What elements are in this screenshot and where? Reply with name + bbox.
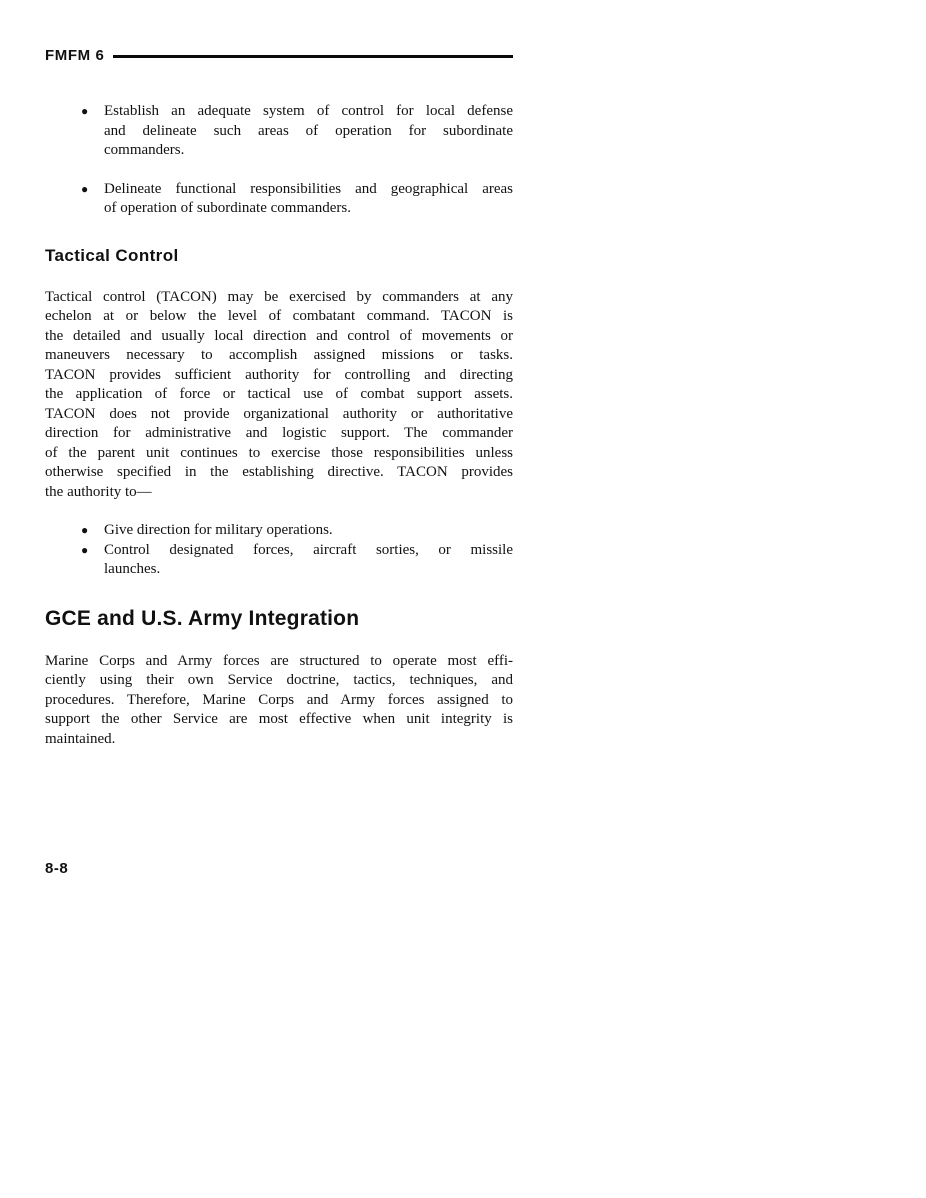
list-item-text <box>104 102 513 161</box>
text-line: direction for administrative and logistic support. The commander <box>45 425 513 441</box>
header-title: FMFM 6 <box>45 47 105 64</box>
list-item <box>45 521 513 541</box>
list-item-text <box>104 541 513 580</box>
list-item <box>45 541 513 580</box>
header-rule-line <box>113 55 513 58</box>
text-line: TACON provides sufficient authority for controlling and directing <box>45 366 513 383</box>
text-line: maintained. <box>45 730 116 747</box>
text-line: the detailed and usually local direction and control of movements or <box>45 327 513 344</box>
text-line: the authority to— <box>45 483 152 500</box>
bullet-list-tacon-authority <box>45 521 513 580</box>
section-heading-gce-army-integration: GCE and U.S. Army Integration <box>45 606 360 630</box>
text-line: and delineate such areas of operation for subordinate <box>104 122 513 139</box>
text-line: otherwise specified in the establishing directive. TACON provides <box>45 464 513 480</box>
text-line: procedures. Therefore, Marine Corps and Army forces assigned to <box>45 691 513 708</box>
bullet-icon: ● <box>81 542 89 557</box>
bullet-list-control-measures <box>45 102 513 219</box>
list-item <box>45 180 513 219</box>
section-heading-tactical-control: Tactical Control <box>45 245 179 265</box>
list-item <box>45 102 513 161</box>
text-line: commanders. <box>104 142 185 158</box>
text-line: TACON does not provide organizational authority or authoritative <box>45 405 513 422</box>
text-line: support the other Service are most effective when unit integrity is <box>45 711 513 727</box>
list-item-text <box>104 521 513 541</box>
text-line: maneuvers necessary to accomplish assigned missions or tasks. <box>45 347 513 363</box>
text-line: ciently using their own Service doctrine, tactics, techniques, and <box>45 672 513 688</box>
page-number: 8-8 <box>45 860 69 877</box>
text-line: Delineate functional responsibilities and geographical areas <box>104 180 513 197</box>
text-line: of operation of subordinate commanders. <box>104 200 352 216</box>
text-line: Marine Corps and Army forces are structured to operate most effi- <box>45 652 513 669</box>
list-item-text <box>104 180 513 219</box>
bullet-icon: ● <box>81 181 89 196</box>
text-line: echelon at or below the level of combatant command. TACON is <box>45 308 513 324</box>
text-line: of the parent unit continues to exercise those responsibilities unless <box>45 444 513 461</box>
paragraph-gce-integration <box>45 652 513 750</box>
text-line: Tactical control (TACON) may be exercised by commanders at any <box>45 288 513 305</box>
text-line: the application of force or tactical use of combat support assets. <box>45 386 513 402</box>
bullet-icon: ● <box>81 104 89 118</box>
paragraph-tacon <box>45 288 513 503</box>
text-line: launches. <box>104 561 161 577</box>
text-column <box>45 0 513 878</box>
bullet-icon: ● <box>81 523 89 537</box>
text-line: Establish an adequate system of control for local defense <box>104 103 513 119</box>
text-line: Control designated forces, aircraft sorties, or missile <box>104 541 513 558</box>
text-line: Give direction for military operations. <box>104 522 333 538</box>
running-header <box>45 47 513 65</box>
